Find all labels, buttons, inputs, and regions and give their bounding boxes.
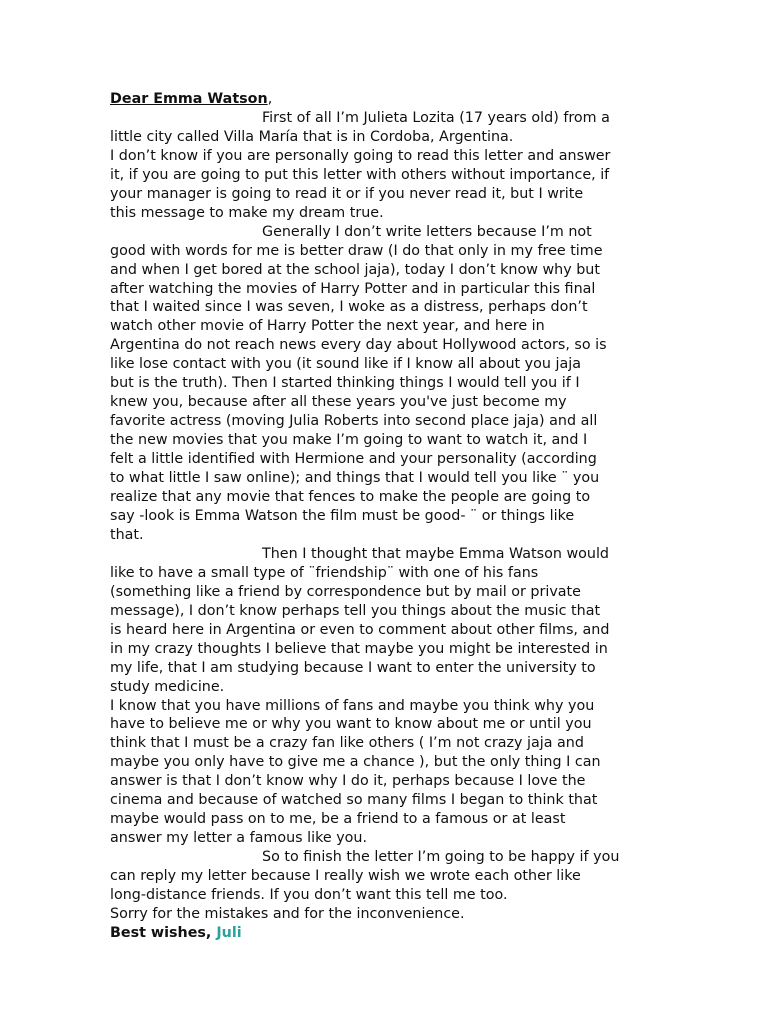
text-line: long-distance friends. If you don’t want this tell me too. [110, 887, 508, 904]
text-line: Sorry for the mistakes and for the inconvenience. [110, 905, 465, 922]
closing-text: Best wishes, [110, 924, 217, 941]
text-line: watch other movie of Harry Potter the next year, and here in [110, 318, 545, 335]
letter-page [110, 90, 670, 943]
text-line: Then I thought that maybe Emma Watson would [262, 545, 609, 562]
text-line: after watching the movies of Harry Potter and in particular this final [110, 280, 596, 297]
text-line: I know that you have millions of fans and maybe you think why you [110, 697, 595, 714]
text-line: knew you, because after all these years you've just become my [110, 394, 567, 411]
text-line: have to believe me or why you want to know about me or until you [110, 716, 592, 733]
text-line: message), I don’t know perhaps tell you things about the music that [110, 602, 601, 619]
text-line: favorite actress (moving Julia Roberts into second place jaja) and all [110, 413, 598, 430]
text-line: good with words for me is better draw (I do that only in my free time [110, 242, 603, 259]
text-line: like lose contact with you (it sound like if I know all about you jaja [110, 356, 581, 373]
salutation-punctuation: , [267, 91, 273, 107]
text-line: like to have a small type of ¨friendship¨ with one of his fans [110, 564, 539, 581]
paragraph [110, 109, 670, 147]
paragraph [110, 545, 670, 697]
text-line: to what little I saw online); and things that I would tell you like ¨ you [110, 470, 600, 487]
paragraph [110, 223, 670, 545]
text-line: can reply my letter because I really wish we wrote each other like [110, 868, 581, 885]
text-line: is heard here in Argentina or even to comment about other films, and [110, 621, 610, 638]
text-line: answer is that I don’t know why I do it, perhaps because I love the [110, 773, 586, 790]
text-line: this message to make my dream true. [110, 204, 384, 221]
text-line: and when I get bored at the school jaja), today I don’t know why but [110, 261, 600, 278]
text-line: my life, that I am studying because I want to enter the university to [110, 659, 596, 676]
closing-line [110, 924, 670, 943]
text-line: Generally I don’t write letters because I’m not [262, 223, 592, 240]
text-line: that I waited since I was seven, I woke as a distress, perhaps don’t [110, 299, 588, 316]
text-line: little city called Villa María that is in Cordoba, Argentina. [110, 128, 514, 145]
text-line: study medicine. [110, 678, 225, 695]
text-line: the new movies that you make I’m going to want to watch it, and I [110, 432, 588, 449]
paragraph [110, 905, 670, 924]
text-line: felt a little identified with Hermione and your personality (according [110, 451, 597, 468]
letter-body [110, 109, 670, 924]
text-line: realize that any movie that fences to make the people are going to [110, 489, 591, 506]
text-line: First of all I’m Julieta Lozita (17 years old) from a [262, 109, 610, 126]
text-line: in my crazy thoughts I believe that maybe you might be interested in [110, 640, 608, 657]
paragraph [110, 147, 670, 223]
text-line: (something like a friend by correspondence but by mail or private [110, 583, 581, 600]
text-line: maybe you only have to give me a chance ), but the only thing I can [110, 754, 601, 771]
text-line: answer my letter a famous like you. [110, 830, 368, 847]
paragraph [110, 697, 670, 849]
paragraph [110, 848, 670, 905]
text-line: it, if you are going to put this letter with others without importance, if [110, 166, 610, 183]
signature: Juli [216, 924, 242, 941]
text-line: that. [110, 526, 144, 543]
text-line: maybe would pass on to me, be a friend to a famous or at least [110, 811, 566, 828]
text-line: but is the truth). Then I started thinking things I would tell you if I [110, 375, 580, 392]
recipient-name: Dear Emma Watson [110, 91, 268, 107]
text-line: say -look is Emma Watson the film must be good- ¨ or things like [110, 507, 575, 524]
text-line: I don’t know if you are personally going to read this letter and answer [110, 147, 611, 164]
text-line: think that I must be a crazy fan like others ( I’m not crazy jaja and [110, 735, 584, 752]
salutation [110, 90, 670, 109]
text-line: cinema and because of watched so many films I began to think that [110, 792, 598, 809]
text-line: your manager is going to read it or if you never read it, but I write [110, 185, 584, 202]
text-line: Argentina do not reach news every day about Hollywood actors, so is [110, 337, 607, 354]
text-line: So to finish the letter I’m going to be happy if you [262, 849, 620, 866]
